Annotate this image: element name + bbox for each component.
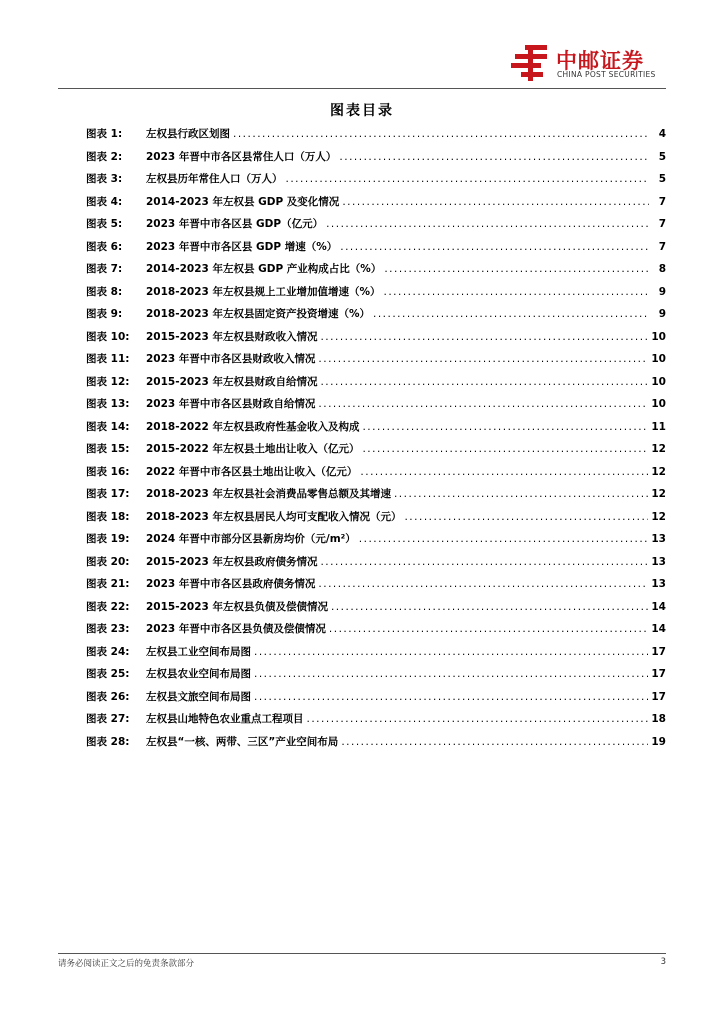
toc-entry-title: 2023 年晋中市各区县财政收入情况 — [146, 353, 316, 365]
toc-dot-leader — [339, 151, 649, 163]
brand-name-en: CHINA POST SECURITIES — [557, 70, 656, 79]
toc-entry-label: 图表 18: — [86, 510, 130, 523]
toc-dot-leader — [307, 713, 649, 725]
toc-dot-leader — [383, 286, 649, 298]
toc-entry-label: 图表 21: — [86, 578, 130, 590]
toc-entry[interactable] — [86, 194, 666, 217]
page-header — [0, 0, 724, 90]
toc-entry-page: 5 — [658, 173, 666, 185]
toc-entry-title: 2023 年晋中市各区县负债及偿债情况 — [146, 623, 326, 635]
toc-entry[interactable] — [86, 419, 666, 442]
toc-entry-label: 图表 28: — [86, 735, 130, 748]
toc-entry[interactable] — [86, 734, 666, 757]
toc-entry-title: 2022 年晋中市各区县土地出让收入（亿元） — [146, 465, 358, 478]
toc-entry[interactable] — [86, 126, 666, 149]
toc-entry-page: 12 — [651, 443, 666, 455]
toc-entry[interactable] — [86, 441, 666, 464]
toc-entry-label: 图表 5: — [86, 218, 123, 230]
toc-entry-title: 2018-2022 年左权县政府性基金收入及构成 — [146, 420, 360, 433]
toc-entry[interactable] — [86, 396, 666, 419]
toc-entry-label: 图表 15: — [86, 443, 130, 455]
toc-entry-label: 图表 7: — [86, 263, 123, 275]
toc-entry-label: 图表 11: — [86, 353, 130, 365]
toc-entry[interactable] — [86, 711, 666, 734]
toc-dot-leader — [341, 736, 648, 748]
toc-entry-label: 图表 20: — [86, 555, 130, 568]
toc-entry-page: 9 — [658, 308, 666, 320]
toc-entry[interactable] — [86, 261, 666, 284]
toc-dot-leader — [340, 241, 649, 253]
toc-entry[interactable] — [86, 531, 666, 554]
toc-dot-leader — [394, 488, 648, 500]
toc-entry-page: 4 — [658, 128, 666, 140]
toc-dot-leader — [254, 691, 648, 703]
toc-entry-page: 12 — [651, 510, 666, 523]
toc-entry[interactable] — [86, 621, 666, 644]
toc-entry-title: 左权县历年常住人口（万人） — [146, 173, 283, 185]
toc-entry-page: 17 — [651, 668, 666, 680]
toc-entry-title: 2018-2023 年左权县居民人均可支配收入情况（元） — [146, 510, 402, 523]
toc-dot-leader — [318, 578, 648, 590]
toc-entry-label: 图表 24: — [86, 645, 130, 658]
toc-entry-title: 左权县行政区划图 — [146, 128, 230, 140]
toc-dot-leader — [342, 196, 649, 208]
toc-entry-page: 12 — [651, 488, 666, 500]
toc-dot-leader — [320, 331, 648, 343]
toc-entry-page: 14 — [651, 600, 666, 613]
toc-dot-leader — [233, 128, 649, 140]
toc-entry[interactable] — [86, 374, 666, 397]
toc-entry[interactable] — [86, 576, 666, 599]
toc-entry[interactable] — [86, 329, 666, 352]
footer-divider — [58, 953, 666, 954]
toc-entry[interactable] — [86, 239, 666, 262]
toc-entry-page: 7 — [658, 240, 666, 253]
toc-entry-title: 2023 年晋中市各区县 GDP 增速（%） — [146, 240, 338, 253]
toc-entry-title: 2015-2023 年左权县政府债务情况 — [146, 555, 318, 568]
disclaimer-note: 请务必阅读正文之后的免责条款部分 — [58, 959, 195, 969]
toc-entry[interactable] — [86, 216, 666, 239]
toc-dot-leader — [320, 376, 648, 388]
toc-entry-title: 2023 年晋中市各区县 GDP（亿元） — [146, 218, 324, 230]
toc-entry-label: 图表 3: — [86, 173, 123, 185]
toc-entry-title: 左权县文旅空间布局图 — [146, 690, 251, 703]
toc-entry-label: 图表 19: — [86, 533, 130, 545]
toc-entry-page: 13 — [651, 555, 666, 568]
toc-entry[interactable] — [86, 306, 666, 329]
toc-entry-label: 图表 16: — [86, 465, 130, 478]
toc-dot-leader — [254, 668, 648, 680]
toc-entry-title: 2023 年晋中市各区县政府债务情况 — [146, 578, 316, 590]
toc-entry-label: 图表 6: — [86, 240, 123, 253]
toc-entry-page: 12 — [651, 465, 666, 478]
toc-entry-label: 图表 10: — [86, 330, 130, 343]
toc-entry[interactable] — [86, 644, 666, 667]
toc-dot-leader — [359, 533, 649, 545]
toc-dot-leader — [360, 466, 648, 478]
toc-entry-page: 10 — [651, 353, 666, 365]
toc-entry-title: 2018-2023 年左权县规上工业增加值增速（%） — [146, 285, 381, 298]
toc-entry-page: 17 — [651, 690, 666, 703]
toc-dot-leader — [286, 173, 650, 185]
toc-entry[interactable] — [86, 284, 666, 307]
toc-entry-title: 2023 年晋中市各区县财政自给情况 — [146, 398, 316, 410]
toc-entry-title: 2018-2023 年左权县社会消费品零售总额及其增速 — [146, 488, 391, 500]
toc-entry[interactable] — [86, 351, 666, 374]
toc-entry-title: 2014-2023 年左权县 GDP 产业构成占比（%） — [146, 263, 382, 275]
toc-entry-page: 17 — [651, 645, 666, 658]
toc-dot-leader — [326, 218, 649, 230]
toc-entry[interactable] — [86, 689, 666, 712]
brand-name-cn: 中邮证券 — [556, 49, 644, 73]
toc-entry-title: 2015-2022 年左权县土地出让收入（亿元） — [146, 443, 360, 455]
toc-entry-title: 2023 年晋中市各区县常住人口（万人） — [146, 150, 337, 163]
toc-entry-title: 2015-2023 年左权县财政自给情况 — [146, 375, 318, 388]
toc-entry[interactable] — [86, 149, 666, 172]
toc-entry-title: 左权县“一核、两带、三区”产业空间布局 — [146, 735, 339, 748]
toc-entry-label: 图表 13: — [86, 398, 130, 410]
toc-entry-title: 2018-2023 年左权县固定资产投资增速（%） — [146, 308, 370, 320]
toc-entry-label: 图表 17: — [86, 488, 130, 500]
toc-entry-page: 7 — [658, 195, 666, 208]
toc-entry-label: 图表 8: — [86, 285, 123, 298]
toc-entry-page: 13 — [651, 533, 666, 545]
toc-entry-label: 图表 25: — [86, 668, 130, 680]
toc-entry-title: 2015-2023 年左权县财政收入情况 — [146, 330, 318, 343]
toc-entry-page: 10 — [651, 375, 666, 388]
toc-dot-leader — [404, 511, 648, 523]
toc-entry-page: 9 — [658, 285, 666, 298]
toc-dot-leader — [320, 556, 648, 568]
toc-entry[interactable] — [86, 599, 666, 622]
toc-entry-page: 10 — [651, 398, 666, 410]
china-post-logo-icon — [511, 45, 551, 81]
toc-entry-page: 7 — [658, 218, 666, 230]
toc-entry[interactable] — [86, 509, 666, 532]
toc-entry-label: 图表 27: — [86, 713, 130, 725]
header-divider — [58, 88, 666, 89]
toc-dot-leader — [254, 646, 648, 658]
page-title: 图表目录 — [330, 103, 394, 119]
toc-entry-label: 图表 9: — [86, 308, 123, 320]
toc-entry-label: 图表 26: — [86, 690, 130, 703]
toc-entry[interactable] — [86, 554, 666, 577]
toc-entry-label: 图表 4: — [86, 195, 123, 208]
toc-entry-label: 图表 12: — [86, 375, 130, 388]
toc-entry-title: 2014-2023 年左权县 GDP 及变化情况 — [146, 195, 340, 208]
toc-entry-title: 2015-2023 年左权县负债及偿债情况 — [146, 600, 328, 613]
toc-entry-page: 18 — [651, 713, 666, 725]
toc-entry-title: 2024 年晋中市部分区县新房均价（元/m²） — [146, 533, 356, 545]
toc-dot-leader — [362, 443, 648, 455]
toc-entry[interactable] — [86, 171, 666, 194]
toc-dot-leader — [329, 623, 648, 635]
toc-entry-page: 5 — [658, 150, 666, 163]
toc-dot-leader — [384, 263, 649, 275]
toc-entry-label: 图表 22: — [86, 600, 130, 613]
toc-entry-label: 图表 1: — [86, 128, 123, 140]
table-of-figures — [86, 126, 666, 756]
toc-dot-leader — [373, 308, 649, 320]
toc-dot-leader — [318, 398, 648, 410]
toc-entry-title: 左权县山地特色农业重点工程项目 — [146, 713, 304, 725]
toc-entry[interactable] — [86, 486, 666, 509]
toc-entry-label: 图表 23: — [86, 623, 130, 635]
toc-entry[interactable] — [86, 464, 666, 487]
toc-entry-page: 14 — [651, 623, 666, 635]
toc-entry-title: 左权县工业空间布局图 — [146, 645, 251, 658]
toc-entry-page: 8 — [658, 263, 666, 275]
toc-entry-title: 左权县农业空间布局图 — [146, 668, 251, 680]
toc-entry[interactable] — [86, 666, 666, 689]
page-number: 3 — [660, 957, 666, 967]
toc-entry-page: 13 — [651, 578, 666, 590]
toc-dot-leader — [331, 601, 648, 613]
toc-entry-label: 图表 14: — [86, 420, 130, 433]
toc-entry-page: 11 — [651, 420, 666, 433]
toc-entry-page: 10 — [651, 330, 666, 343]
toc-dot-leader — [318, 353, 648, 365]
toc-dot-leader — [362, 421, 648, 433]
toc-entry-label: 图表 2: — [86, 150, 123, 163]
toc-entry-page: 19 — [651, 735, 666, 748]
